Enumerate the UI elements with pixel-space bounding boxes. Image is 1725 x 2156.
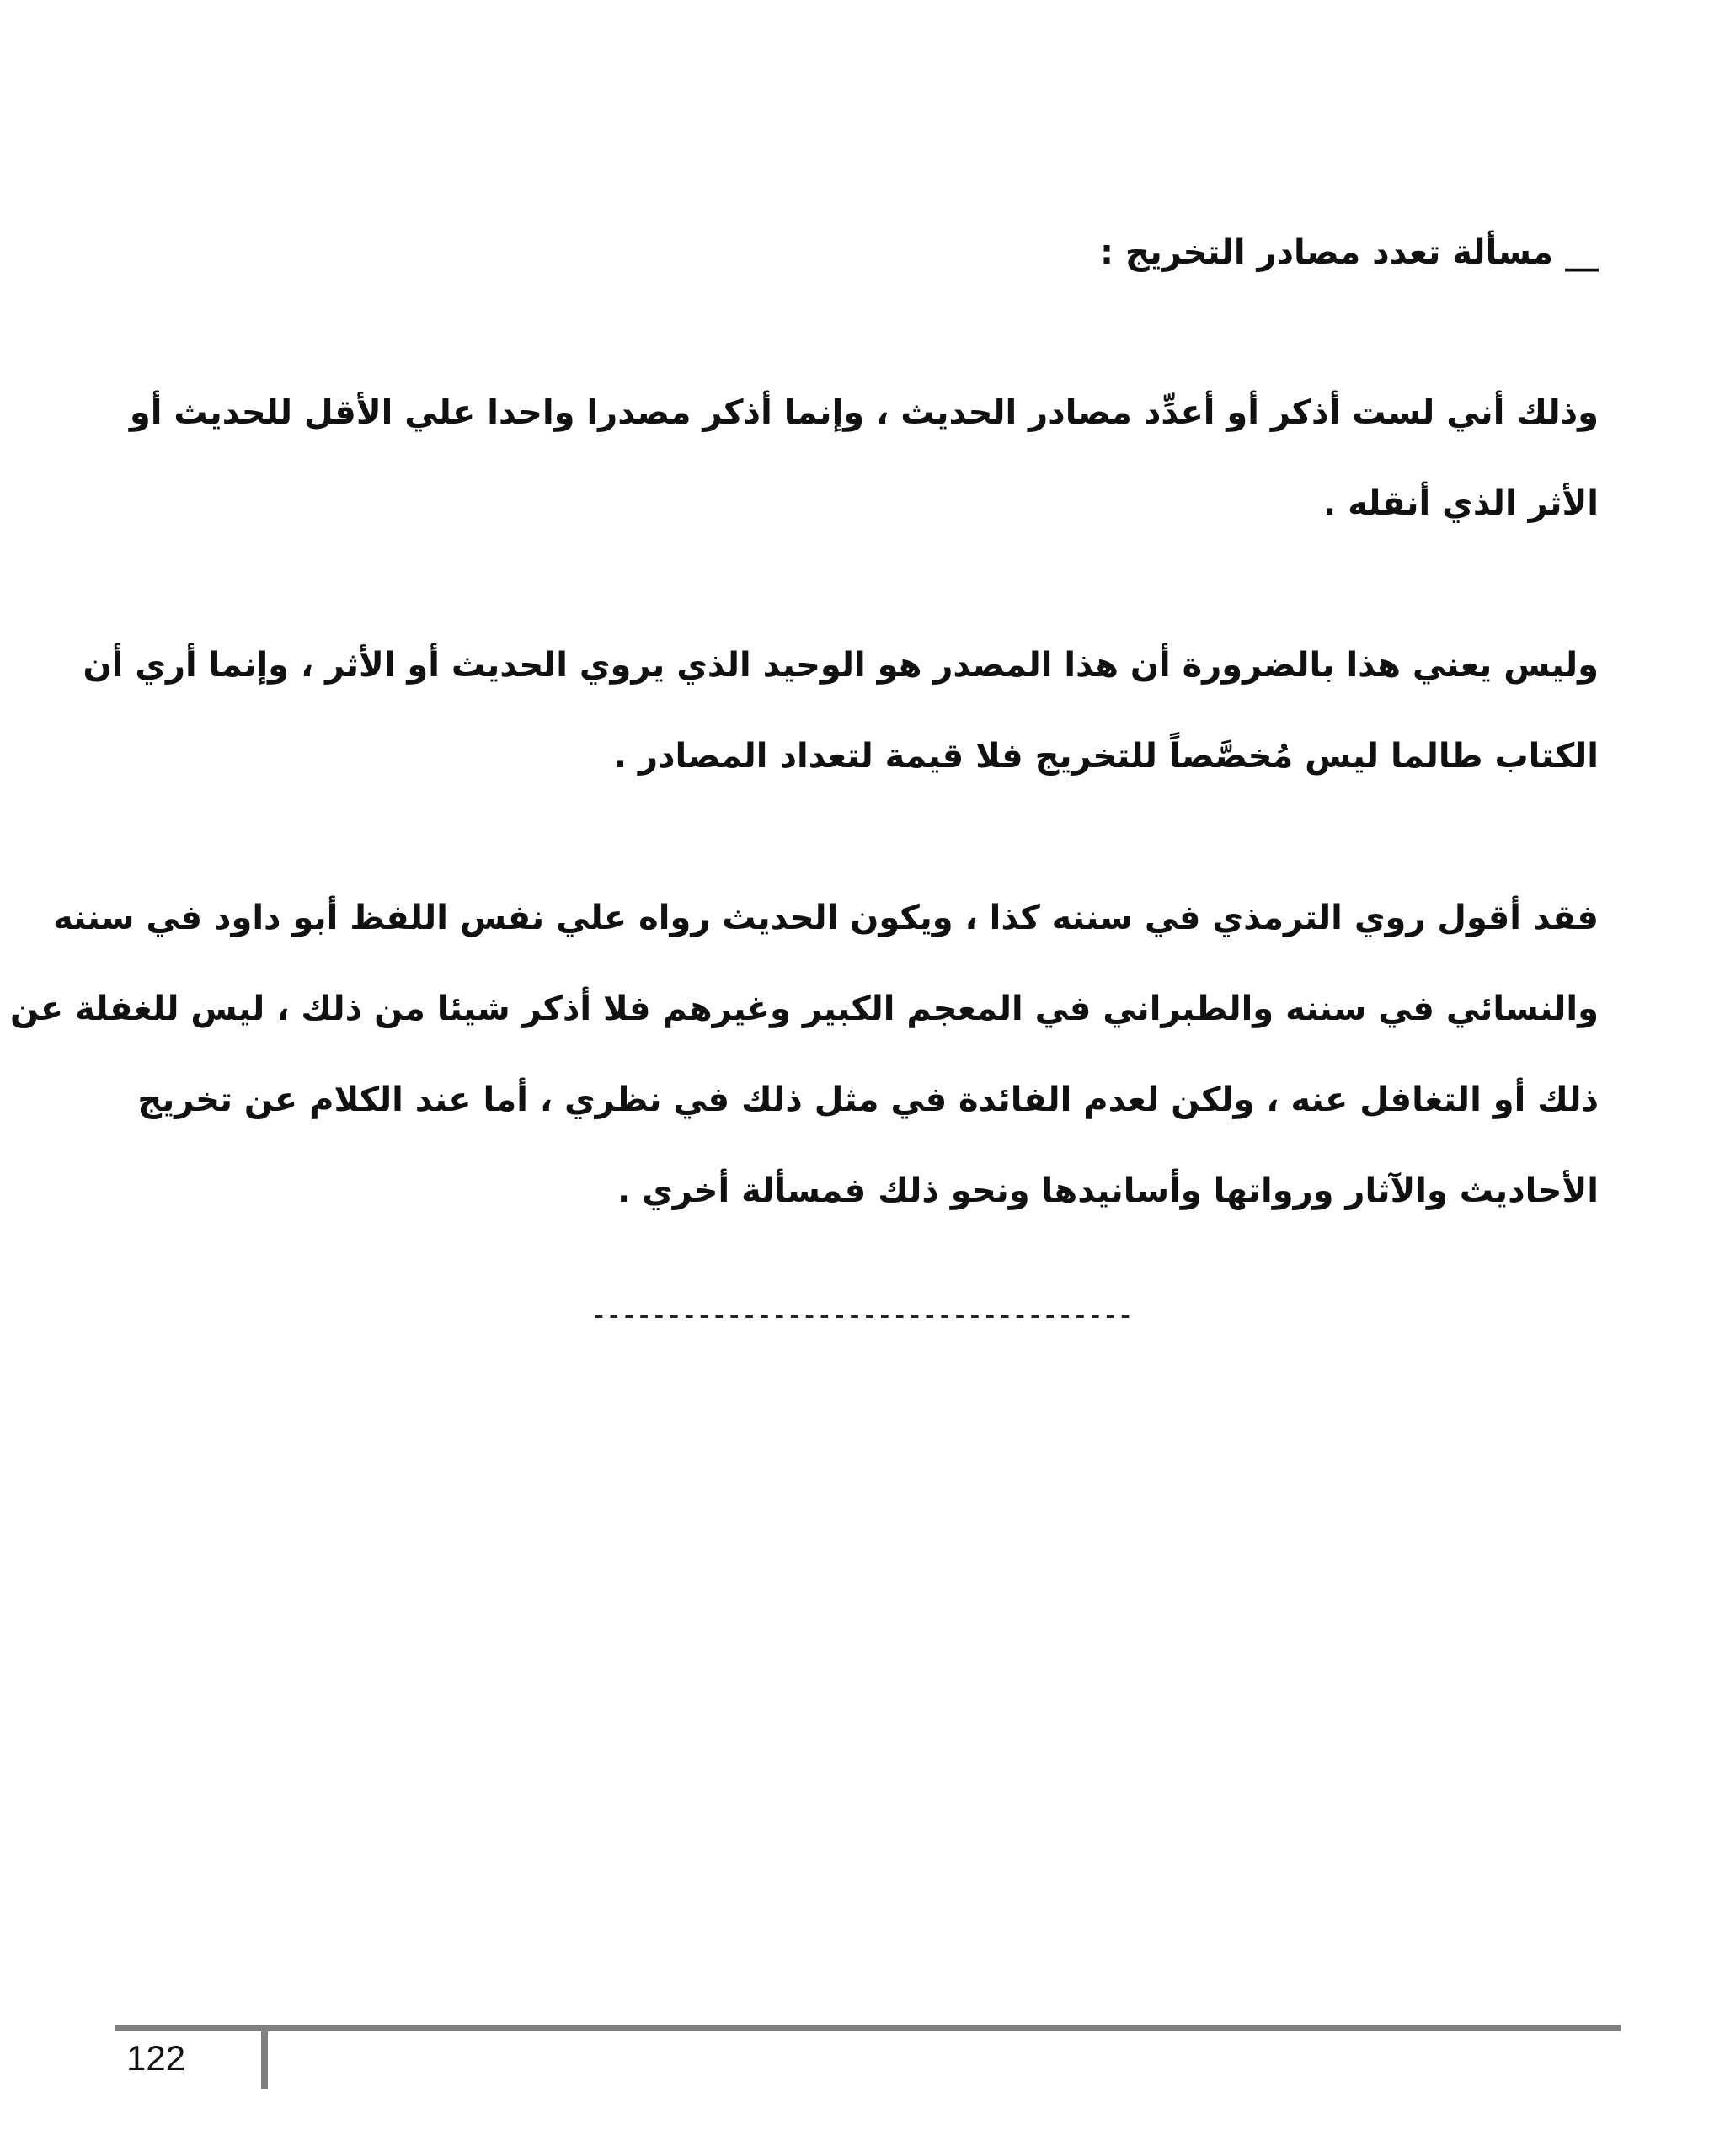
paragraph-line: فقد أقول روي الترمذي في سننه كذا ، ويكون الحديث رواه علي نفس اللفظ أبو داود في سننه xyxy=(53,899,1599,937)
paragraph-line: والنسائي في سننه والطبراني في المعجم الكبير وغيرهم فلا أذكر شيئا من ذلك ، ليس للغفلة عن xyxy=(9,990,1599,1028)
paragraph-line: ذلك أو التغافل عنه ، ولكن لعدم الفائدة في مثل ذلك في نظري ، أما عند الكلام عن تخريج xyxy=(137,1081,1599,1119)
paragraph-line: الأثر الذي أنقله . xyxy=(1323,484,1599,523)
paragraph-2 xyxy=(83,620,1599,802)
page-number: 122 xyxy=(126,2038,186,2078)
footer-divider-tick xyxy=(261,2025,268,2089)
paragraph-line: الأحاديث والآثار ورواتها وأسانيدها ونحو ذلك فمسألة أخري . xyxy=(617,1171,1599,1210)
section-separator: ------------------------------------ xyxy=(591,1301,1134,1329)
paragraph-3 xyxy=(9,873,1599,1236)
paragraph-1 xyxy=(116,367,1599,549)
heading-text: __ مسألة تعدد مصادر التخريج : xyxy=(1100,233,1599,272)
paragraph-line: وذلك أني لست أذكر أو أعدِّد مصادر الحديث ، وإنما أذكر مصدرا واحدا علي الأقل للحديث أو xyxy=(129,393,1599,432)
footer-rule xyxy=(115,2025,1621,2031)
paragraph-line: الكتاب طالما ليس مُخصَّصاً للتخريج فلا قيمة لتعداد المصادر . xyxy=(613,737,1599,776)
section-heading xyxy=(116,207,1599,298)
paragraph-line: وليس يعني هذا بالضرورة أن هذا المصدر هو الوحيد الذي يروي الحديث أو الأثر ، وإنما أري أن xyxy=(83,646,1599,685)
